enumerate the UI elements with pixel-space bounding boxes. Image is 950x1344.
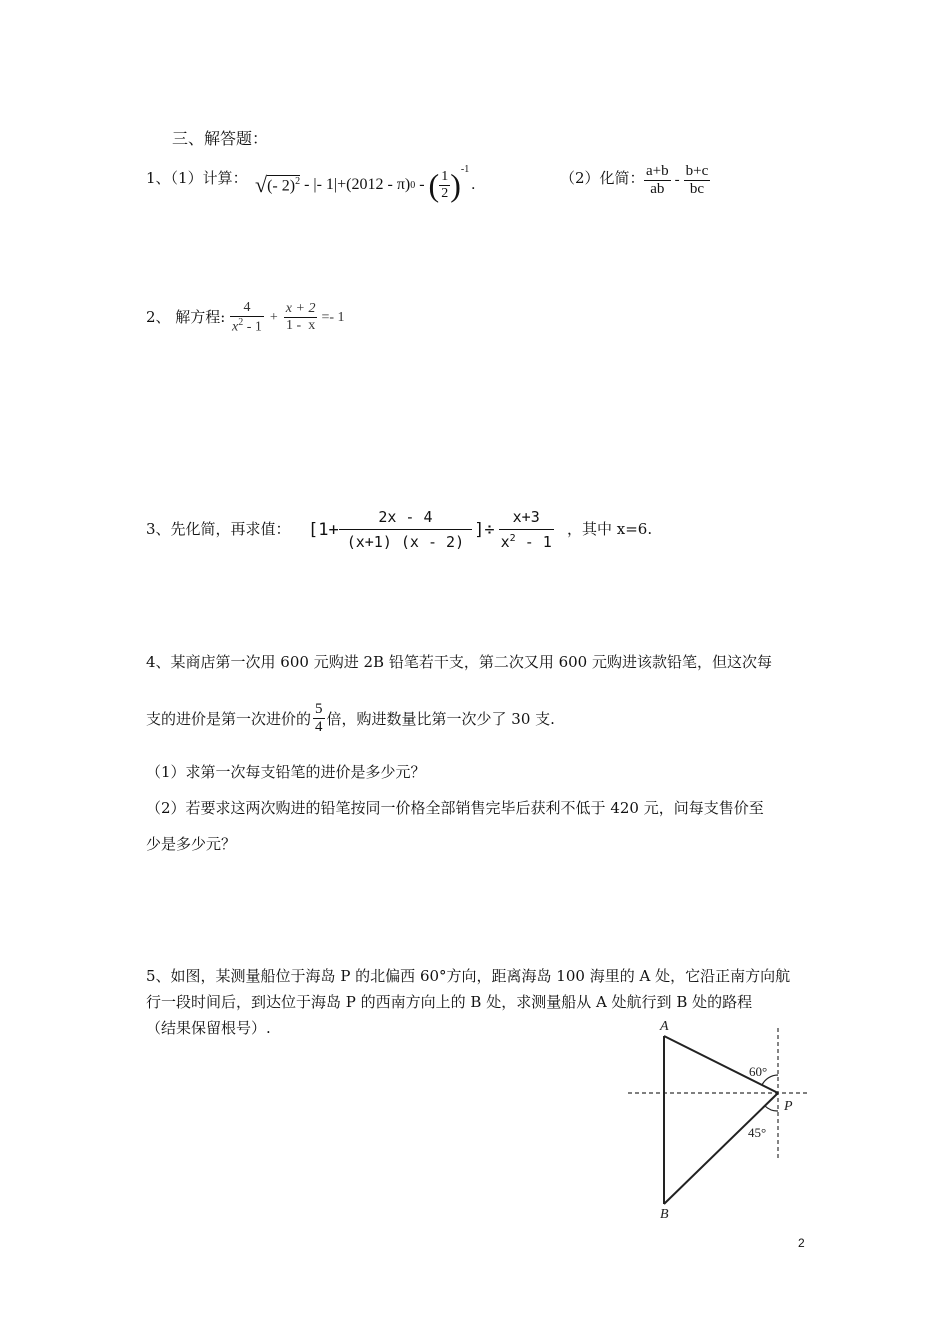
paren-left: (: [428, 166, 440, 203]
fraction-5-over-4: $\frac{5}{4}$: [315, 701, 323, 735]
plus-sign: +: [337, 176, 347, 193]
angle-label-60: 60°: [749, 1064, 768, 1079]
fraction-x-plus-2-over-1-minus-x: $\frac{x + 2}{1 - x}$: [285, 301, 316, 334]
question-4-line-1: 4、某商店第一次用 600 元购进 2B 铅笔若干支，第二次又用 600 元购进该款铅笔，但这次每: [146, 653, 772, 671]
question-1-expression: [255, 160, 475, 210]
segment-bp: [664, 1093, 778, 1204]
question-4-line-2-end: 倍，购进数量比第一次少了 30 支.: [326, 710, 555, 728]
question-4-sub-2a: （2）若要求这两次购进的铅笔按同一价格全部销售完毕后获利不低于 420 元，问每支售价至: [146, 799, 764, 817]
paren-right: ): [450, 166, 461, 203]
section-title: 三、解答题：: [172, 129, 269, 148]
question-4-sub-2b: 少是多少元？: [146, 835, 237, 853]
fraction-b-plus-c-over-bc: $\frac{b+c}{bc}$: [685, 163, 709, 197]
minus-sign: -: [300, 176, 314, 193]
question-2-equation: [230, 300, 345, 336]
power-exponent: 0: [410, 179, 416, 191]
question-5-line-2: 行一段时间后，到达位于海岛 P 的西南方向上的 B 处，求测量船从 A 处航行到 B 处的路程: [146, 993, 753, 1011]
negative-exponent: -1: [460, 164, 470, 175]
minus-sign: -: [674, 172, 680, 188]
sqrt-radicand: (- 2)$^2$: [267, 175, 301, 195]
sqrt-symbol: √: [255, 172, 268, 197]
question-3-condition: ，其中 x=6.: [567, 520, 653, 538]
equation-rhs: =- 1: [321, 309, 345, 325]
question-1-part2-expression: [644, 163, 710, 198]
plus-sign: +: [269, 309, 278, 325]
page-number: 2: [798, 1236, 805, 1250]
question-3-expression: [308, 508, 554, 551]
angle-label-45: 45°: [748, 1125, 767, 1140]
question-4-sub-1: （1）求第一次每支铅笔的进价是多少元？: [146, 763, 426, 781]
minus-sign-2: -: [415, 176, 429, 193]
question-5-line-3: （结果保留根号）.: [146, 1019, 271, 1037]
question-4-line-2: [146, 701, 555, 736]
label-a: A: [660, 1019, 669, 1034]
period: .: [471, 176, 476, 193]
label-p: P: [784, 1099, 793, 1114]
angle-arc-45: [765, 1106, 778, 1111]
question-5-line-1: 5、如图，某测量船位于海岛 P 的北偏西 60°方向，距离海岛 100 海里的 A 处，它沿正南方向航: [146, 967, 791, 985]
geometry-figure: [600, 1010, 820, 1225]
question-1-label: 1、（1）计算：: [146, 169, 248, 187]
fraction-2x-minus-4: $\frac{2x - 4}{(x+1) (x - 2)}$: [339, 508, 472, 551]
bracket-open: [1+: [308, 519, 339, 540]
question-3-label: 3、先化简，再求值：: [146, 520, 291, 538]
half-fraction: $\frac{1}{2}$: [441, 168, 449, 201]
fraction-4-over-x2-minus-1: $\frac{4}{x^2 - 1}$: [232, 300, 262, 335]
fraction-x-plus-3-over-x2-minus-1: $\frac{x+3}{x^2 - 1}$: [500, 508, 552, 551]
fraction-a-plus-b-over-ab: $\frac{a+b}{ab}$: [646, 163, 669, 197]
question-1-part2-label: （2）化简：: [560, 169, 645, 187]
bracket-close-divide: ]÷: [474, 519, 495, 540]
power-base: (2012 - π): [346, 176, 411, 193]
absolute-value: |- 1|: [313, 176, 338, 193]
question-4-line-2-start: 支的进价是第一次进价的: [146, 710, 312, 728]
label-b: B: [660, 1207, 669, 1222]
question-2-label: 2、 解方程:: [146, 308, 226, 326]
